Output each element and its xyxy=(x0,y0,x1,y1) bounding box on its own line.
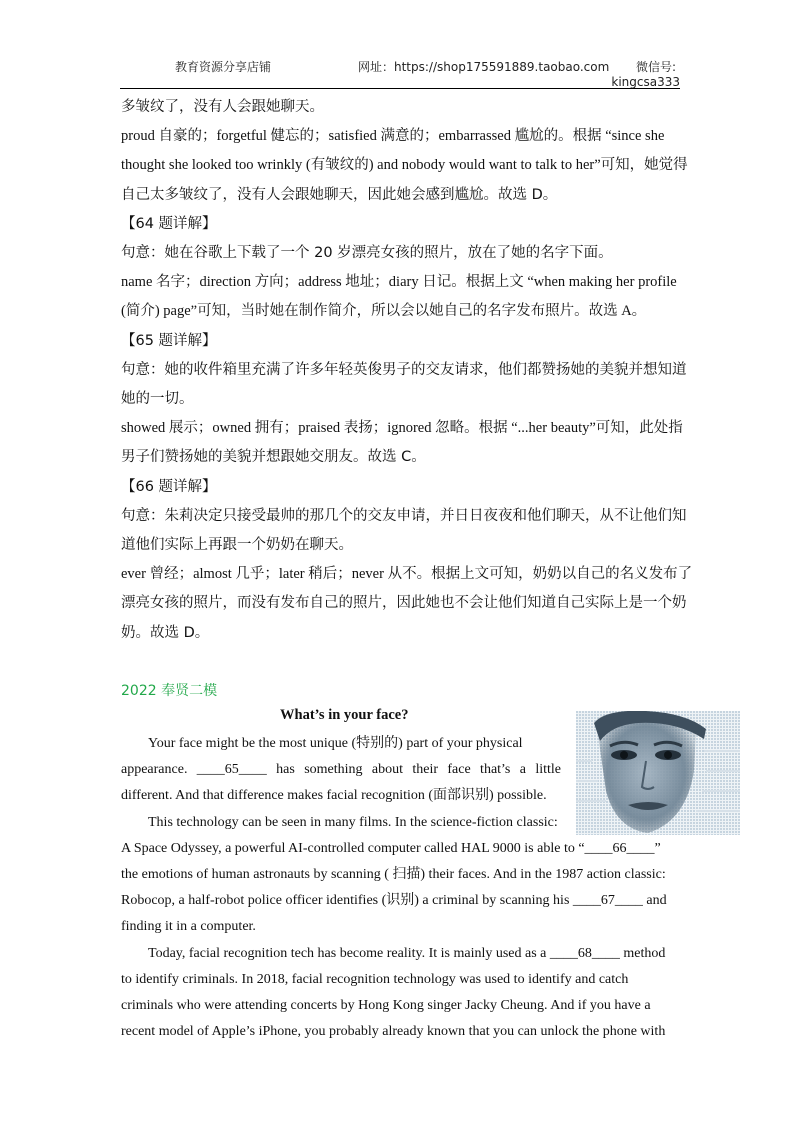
answer-line: (简介) page”可知，当时她在制作简介，所以会以她自己的名字发布照片。故选 A。 xyxy=(121,303,647,320)
wechat-label: 微信号: xyxy=(635,60,676,74)
passage-line: Today, facial recognition tech has become reality. It is mainly used as a ____68____ method xyxy=(148,945,666,961)
answer-line: 句意：她在谷歌上下载了一个 20 岁漂亮女孩的照片，放在了她的名字下面。 xyxy=(121,245,613,262)
section-tag: 2022 奉贤二模 xyxy=(121,683,218,699)
answer-line: showed 展示；owned 拥有；praised 表扬；ignored 忽略。根据 “...her beauty”可知，此处指 xyxy=(121,420,683,437)
question-heading: 【65 题详解】 xyxy=(121,332,217,349)
answer-line: 句意：她的收件箱里充满了许多年轻英俊男子的交友请求，他们都赞扬她的美貌并想知道 xyxy=(121,361,687,378)
answer-line: 道他们实际上再跟一个奶奶在聊天。 xyxy=(121,537,353,554)
answer-explanations xyxy=(121,93,693,648)
answer-line: 漂亮女孩的照片，而没有发布自己的照片，因此她也不会让他们知道自己实际上是一个奶 xyxy=(121,595,687,612)
question-heading: 【66 题详解】 xyxy=(121,478,217,495)
passage-line: different. And that difference makes facial recognition (面部识别) possible. xyxy=(121,788,547,804)
shop-url: 网址：https://shop175591889.taobao.com xyxy=(358,60,610,74)
passage-line: recent model of Apple’s iPhone, you probably already known that you can unlock the phone with xyxy=(121,1024,666,1040)
answer-line: proud 自豪的；forgetful 健忘的；satisfied 满意的；embarrassed 尴尬的。根据 “since she xyxy=(121,128,665,145)
answer-line: 自己太多皱纹了，没有人会跟她聊天，因此她会感到尴尬。故选 D。 xyxy=(121,186,558,203)
passage-line: to identify criminals. In 2018, facial recognition technology was used to identify and catch xyxy=(121,971,629,987)
article-title: What’s in your face? xyxy=(280,707,409,723)
passage-line: Your face might be the most unique (特别的) part of your physical xyxy=(148,736,523,751)
answer-line: 句意：朱莉决定只接受最帅的那几个的交友申请，并日日夜夜和他们聊天，从不让他们知 xyxy=(121,507,687,524)
question-heading: 【64 题详解】 xyxy=(121,215,217,232)
passage-line: criminals who were attending concerts by Hong Kong singer Jacky Cheung. And if you have a xyxy=(121,998,651,1014)
answer-line: ever 曾经；almost 几乎；later 稍后；never 从不。根据上文可知，奶奶以自己的名义发布了 xyxy=(121,566,693,583)
answer-line: 她的一切。 xyxy=(121,391,194,408)
shop-name: 教育资源分享店铺 xyxy=(175,60,272,74)
answer-line: 多皱纹了，没有人会跟她聊天。 xyxy=(121,99,324,115)
answer-line: name 名字；direction 方向；address 地址；diary 日记。根据上文 “when making her profile xyxy=(121,274,677,291)
passage-line: finding it in a computer. xyxy=(121,919,256,935)
passage-line: A Space Odyssey, a powerful AI-controlled computer called HAL 9000 is able to “____66____” xyxy=(121,840,661,856)
reading-passage xyxy=(121,731,681,1045)
passage-line: appearance. ____65____ has something about their face that’s a little xyxy=(121,762,561,778)
header-divider xyxy=(120,88,680,89)
passage-line: This technology can be seen in many films. In the science-fiction classic: xyxy=(148,814,558,830)
passage-line: Robocop, a half-robot police officer identifies (识别) a criminal by scanning his ____67____ and xyxy=(121,893,667,909)
passage-line: the emotions of human astronauts by scanning ( 扫描) their faces. And in the 1987 action classic: xyxy=(121,867,666,883)
answer-line: thought she looked too wrinkly (有皱纹的) and nobody would want to talk to her”可知，她觉得 xyxy=(121,157,688,174)
answer-line: 男子们赞扬她的美貌并想跟她交朋友。故选 C。 xyxy=(121,449,426,466)
wechat-id: kingcsa333 xyxy=(611,75,680,89)
answer-line: 奶。故选 D。 xyxy=(121,624,210,641)
page-header xyxy=(120,52,680,92)
